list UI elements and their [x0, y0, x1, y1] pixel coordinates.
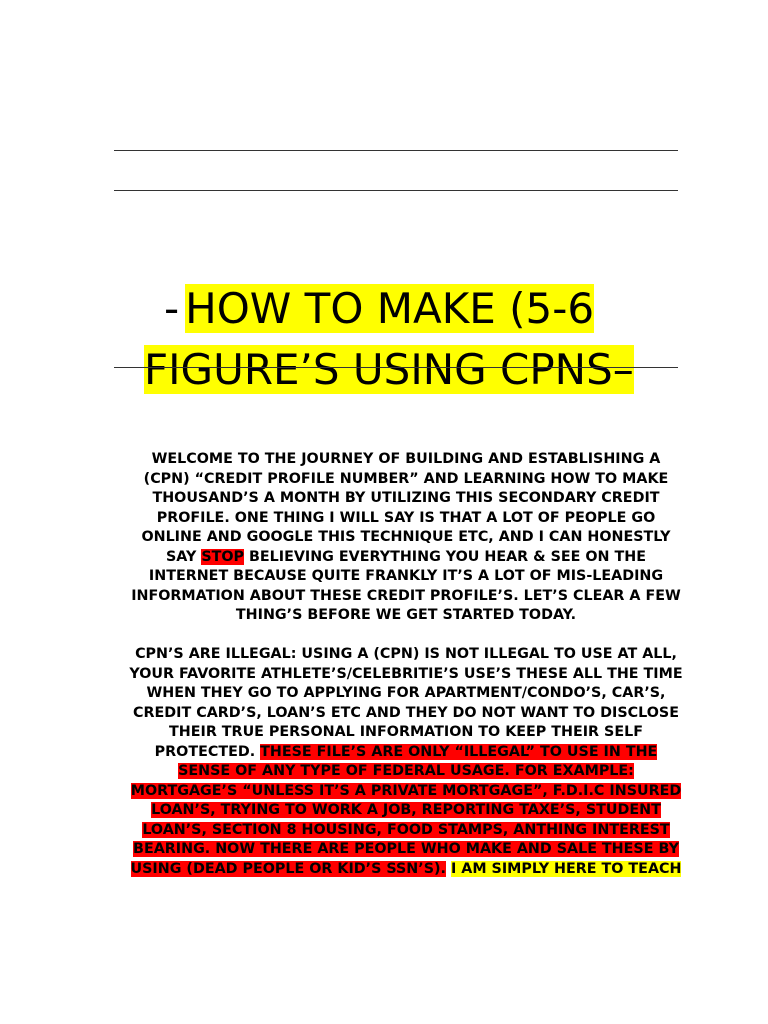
intro-paragraph — [128, 450, 684, 626]
header-rule-second — [114, 190, 678, 191]
title-dash: - — [164, 284, 180, 334]
title-line-2-text: FIGURE’S USING CPNS– — [144, 345, 634, 395]
title-line-2 — [120, 339, 700, 400]
title-underline-rule — [114, 367, 678, 368]
intro-text-after: BELIEVING EVERYTHING YOU HEAR & SEE ON THE INTERNET BECAUSE QUITE FRANKLY IT’S A LOT OF MIS-LEADING INFORMATION ABOUT THESE CREDIT PROFILE’S. LET’S CLEAR A FEW THING’S BEFORE WE GET STARTED TODAY. — [131, 548, 681, 623]
legality-text-before: CPN’S ARE ILLEGAL: USING A (CPN) IS NOT ILLEGAL TO USE AT ALL, YOUR FAVORITE ATHLETE’S/CELEBRITIE’S USE’S THESE ALL THE TIME WHEN THEY GO TO APPLYING FOR APARTMENT/CONDO’S, CAR’S, CREDIT CARD’S, LOAN’S ETC AND THEY DO NOT WANT TO DISCLOSE THEIR TRUE PERSONAL INFORMATION TO KEEP THEIR SELF PROTECTED. — [129, 646, 683, 760]
legality-paragraph — [128, 645, 684, 879]
intro-highlight-stop: STOP — [201, 548, 244, 565]
header-rule-top — [114, 150, 678, 151]
document-title — [120, 278, 700, 400]
title-line-1-text: HOW TO MAKE (5-6 — [185, 284, 595, 334]
intro-text-before: WELCOME TO THE JOURNEY OF BUILDING AND ESTABLISHING A (CPN) “CREDIT PROFILE NUMBER” AND LEARNING HOW TO MAKE THOUSAND’S A MONTH BY UTILIZING THIS SECONDARY CREDIT PROFILE. ONE THING I WILL SAY IS THAT A LOT OF PEOPLE GO ONLINE AND GOOGLE THIS TECHNIQUE ETC, AND I CAN HONESTLY SAY — [141, 451, 671, 565]
legality-highlight-red: THESE FILE’S ARE ONLY “ILLEGAL” TO USE IN THE SENSE OF ANY TYPE OF FEDERAL USAGE. FOR EXAMPLE: MORTGAGE’S “UNLESS IT’S A PRIVATE MORTGAGE”, F.D.I.C INSURED LOAN’S, TRYING TO WORK A JOB, REPORTING TAXE’S, STUDENT LOAN’S, SECTION 8 HOUSING, FOOD STAMPS, ANTHING INTEREST BEARING. NOW THERE ARE PEOPLE WHO MAKE AND SALE THESE BY USING (DEAD PEOPLE OR KID’S SSN’S). — [130, 743, 682, 877]
legality-highlight-yellow: I AM SIMPLY HERE TO TEACH — [450, 860, 682, 877]
title-line-1 — [120, 278, 700, 339]
